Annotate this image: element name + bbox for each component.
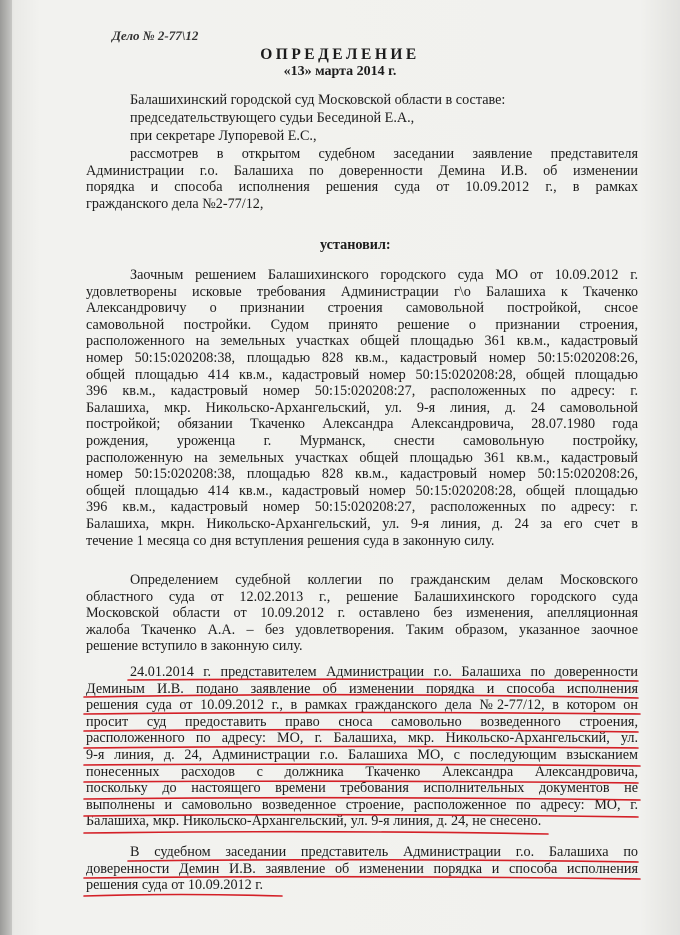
text-line: Балашиха, мкр. Никольско-Архангельский, ул. 9-я линия, д. 24, не снесено. <box>86 813 542 830</box>
text-line: 396 кв.м., кадастровый номер 50:15:020208:27, расположенных по адресу: г. <box>86 383 638 400</box>
text-line: Определением судебной коллегии по гражданским делам Московского <box>130 572 638 588</box>
red-underline <box>84 895 282 897</box>
text-line: расположенного на земельных участках общей площадью 361 кв.м., кадастровый <box>86 333 638 350</box>
text-line: Заочным решением Балашихинского городского суда МО от 10.09.2012 г. <box>130 267 638 283</box>
text-line: просит суд предоставить право сноса самовольно возведенного строения, <box>86 713 638 730</box>
red-underline <box>128 679 638 681</box>
case-number: Дело № 2-77\12 <box>112 28 199 43</box>
text-line: Деминым И.В. подано заявление об изменении порядка и способа исполнения <box>86 680 638 697</box>
text-line: удовлетворены исковые требования Администрации г\о Балашиха к Ткаченко <box>86 283 638 300</box>
consideration-line: рассмотрев в открытом судебном заседании заявление представителя <box>130 146 638 162</box>
red-underline <box>84 798 640 800</box>
text-line: 24.01.2014 г. представителем Администрации г.о. Балашиха по доверенности <box>130 664 638 680</box>
text-line: общей площадью 414 кв.м., кадастровый номер 50:15:020208:28, общей площадью <box>86 482 638 499</box>
text-line: областного суда от 12.02.2013 г., решение Балашихинского городского суда <box>86 588 638 605</box>
established-heading: установил: <box>320 237 391 253</box>
text-line: поскольку до настоящего времени требования исполнительных документов не <box>86 780 638 797</box>
text-line: Балашиха, мкрн. Никольско-Архангельский, ул. 9-я линия, д. 24 за его счет в <box>86 515 638 532</box>
intro-line: председательствующего судьи Бесединой Е.А., <box>130 110 415 126</box>
text-line: 396 кв.м., кадастровый номер 50:15:020208:27, расположенных по адресу: г. <box>86 499 638 516</box>
red-underline <box>84 764 640 766</box>
red-underline <box>84 747 638 749</box>
text-line: 9-я линия, д. 24, Администрации г.о. Балашиха МО, с последующим взысканием <box>86 746 638 763</box>
red-underline <box>84 713 640 715</box>
text-line: течение 1 месяца со дня вступления решения суда в законную силу. <box>86 532 495 549</box>
text-line: выполнены и самовольно возведенное строение, расположенное по адресу: МО, г. <box>86 796 638 813</box>
text-line: расположенного по адресу: МО, г. Балашиха, мкр. Никольско-Архангельский, ул. <box>86 730 638 747</box>
text-line: рождения, уроженца г. Мурманск, снести самовольную постройку, <box>86 432 638 449</box>
text-line: постройкой; обязании Ткаченко Александра Александровича, 28.07.1980 года <box>86 416 638 433</box>
intro-line: Балашихинский городской суд Московской области в составе: <box>130 92 506 108</box>
text-line: решение вступило в законную силу. <box>86 638 303 655</box>
text-line: Балашиха, мкр. Никольско-Архангельский, ул. 9-я линия, д. 24 самовольной <box>86 399 638 416</box>
text-line: номер 50:15:020208:38, площадью 828 кв.м., кадастровый номер 50:15:020208:26, <box>86 349 638 366</box>
red-underline <box>84 877 640 879</box>
text-line: доверенности Демин И.В. заявление об изменении порядка и способа исполнения <box>86 860 638 877</box>
text-line: понесенных расходов с должника Ткаченко Александра Александровича, <box>86 763 638 780</box>
red-underline <box>84 695 638 698</box>
red-underline <box>84 815 638 817</box>
text-line: Александровичу о признании строения самовольной постройкой, снсое <box>86 300 638 317</box>
document-date: «13» марта 2014 г. <box>283 64 397 79</box>
red-underline <box>84 781 638 783</box>
consideration-line: порядка и способа исполнения решения суда от 10.09.2012 г., в рамках <box>86 179 638 196</box>
red-underline <box>84 730 638 732</box>
text-line: В судебном заседании представитель Администрации г.о. Балашиха по <box>130 844 638 860</box>
text-line: жалоба Ткаченко А.А. – без удовлетворения. Таким образом, указанное заочное <box>86 621 638 638</box>
text-line: решения суда от 10.09.2012 г. <box>86 877 264 894</box>
text-line: самовольной постройки. Судом принято решение о признании строения, <box>86 316 638 333</box>
text-line: решения суда от 10.09.2012 г., в рамках гражданского дела №2-77/12, в котором он <box>86 697 638 714</box>
text-line: Московской области от 10.09.2012 г. оставлено без изменения, апелляционная <box>86 605 638 622</box>
document-title: ОПРЕДЕЛЕНИЕ <box>260 46 420 63</box>
text-line: расположенную на земельных участках общей площадью 361 кв.м., кадастровый <box>86 449 638 466</box>
intro-line: при секретаре Лупоревой Е.С., <box>130 128 317 144</box>
consideration-line: гражданского дела №2-77/12, <box>86 195 264 212</box>
consideration-line: Администрации г.о. Балашиха по доверенности Демина И.В. об изменении <box>86 162 638 179</box>
text-line: общей площадью 414 кв.м., кадастровый номер 50:15:020208:28, общей площадью <box>86 366 638 383</box>
red-underline <box>84 832 548 834</box>
red-underline <box>128 860 638 862</box>
text-line: номер 50:15:020208:38, площадью 828 кв.м., кадастровый номер 50:15:020208:26, <box>86 466 638 483</box>
